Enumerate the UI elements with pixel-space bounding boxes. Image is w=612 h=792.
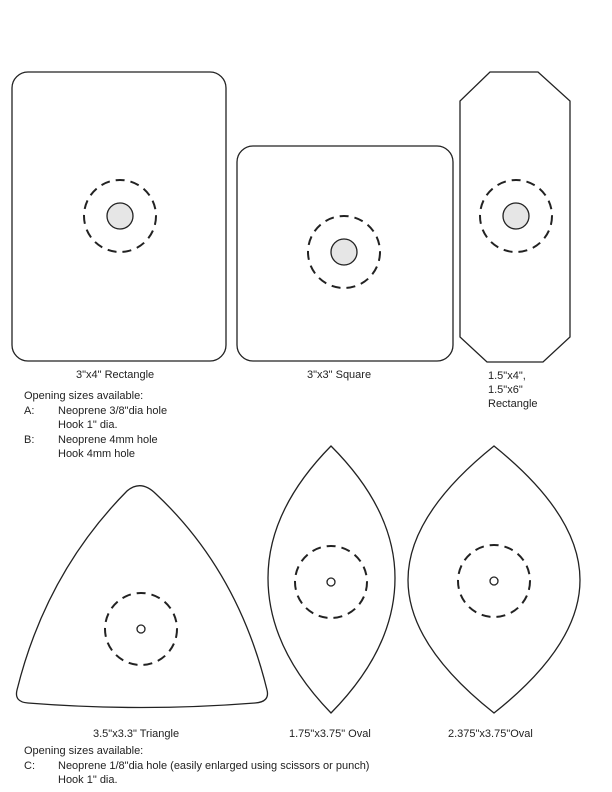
opening-sizes-notes-bottom [24,744,369,788]
notes-bottom-heading: Opening sizes available: [24,745,144,757]
narrow-rectangle-label-line: Rectangle [488,398,538,410]
rectangle-3x4-label: 3"x4" Rectangle [76,369,155,381]
oval-2-375-label: 2.375"x3.75"Oval [448,728,533,740]
note-item-b [24,433,167,448]
triangle-label: 3.5"x3.3" Triangle [93,728,180,740]
note-line: Neoprene 4mm hole [58,433,158,446]
oval-2-375-outline [408,446,580,713]
oval-1-75-label: 1.75"x3.75" Oval [289,728,371,740]
note-line: Neoprene 3/8"dia hole [58,404,168,417]
oval-1-75-outline [268,446,395,713]
triangle-hole [137,625,145,633]
note-key: A: [24,404,35,417]
note-item-a [24,404,167,419]
narrow-rectangle-hole [503,203,529,229]
oval-1-75-dashed-ring [295,546,367,618]
note-item-c [24,759,369,774]
opening-sizes-notes-top [24,389,167,462]
triangle-dashed-ring [105,593,177,665]
note-line: Hook 4mm hole [58,448,136,460]
rectangle-3x4-hole [107,203,133,229]
note-line: Neoprene 1/8"dia hole (easily enlarged using scissors or punch) [58,759,370,772]
note-key: B: [24,433,35,446]
square-3x3-hole [331,239,357,265]
oval-1-75-hole [327,578,335,586]
narrow-rectangle-label-line: 1.5"x4", [488,370,526,382]
oval-2-375-dashed-ring [458,545,530,617]
triangle-outline [16,486,267,708]
square-3x3-label: 3"x3" Square [307,369,372,381]
note-line: Hook 1" dia. [58,419,118,431]
note-line: Hook 1" dia. [58,774,118,786]
oval-2-375-hole [490,577,498,585]
narrow-rectangle-label [488,369,538,411]
note-key: C: [24,759,35,772]
notes-top-heading: Opening sizes available: [24,390,144,402]
narrow-rectangle-label-line: 1.5"x6" [488,384,523,396]
